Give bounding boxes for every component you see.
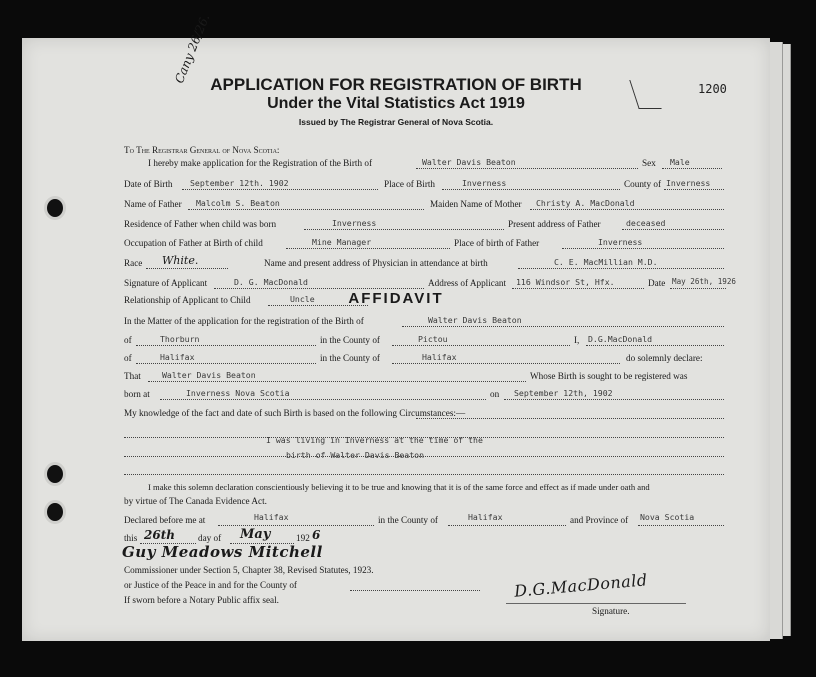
of1-value: Thorburn [160, 334, 200, 344]
year-prefix: 192 [296, 533, 310, 543]
father-birth-value: Inverness [598, 237, 643, 247]
father-label: Name of Father [124, 199, 182, 209]
sex-label: Sex [642, 158, 656, 168]
i-value: D.G.MacDonald [588, 334, 653, 344]
rule [670, 288, 726, 289]
rule [638, 525, 724, 526]
county-label: County of [624, 179, 662, 189]
dob-label: Date of Birth [124, 179, 173, 189]
in-county-value: Halifax [468, 512, 503, 522]
born-value: Inverness Nova Scotia [186, 388, 290, 398]
county1-label: in the County of [320, 335, 380, 345]
knowledge-text: My knowledge of the fact and date of such Birth is based on the following Circumstances:— [124, 408, 466, 418]
form-subtitle: Under the Vital Statistics Act 1919 [267, 95, 525, 112]
father-value: Malcolm S. Beaton [196, 198, 280, 208]
rule [350, 590, 480, 591]
month-value: May [240, 527, 271, 542]
physician-label: Name and present address of Physician in attendance at birth [264, 258, 488, 268]
rule [392, 345, 570, 346]
residence-value: Inverness [332, 218, 377, 228]
rule [442, 189, 620, 190]
county2-label: in the County of [320, 353, 380, 363]
i-label: I, [574, 335, 580, 345]
rule [136, 363, 316, 364]
issued-by: Issued by The Registrar General of Nova Scotia. [298, 117, 494, 127]
pob-label: Place of Birth [384, 179, 436, 189]
rule [506, 603, 686, 604]
rule [662, 168, 722, 169]
in-county-label: in the County of [378, 515, 438, 525]
rule [518, 268, 724, 269]
commissioner-signature: Guy Meadows Mitchell [122, 543, 323, 561]
circumstance-line-1: I was living in Inverness at the time of the [266, 435, 483, 445]
matter-label: In the Matter of the application for the registration of the Birth of [124, 316, 364, 326]
applicant-signature: D.G.MacDonald [513, 570, 649, 601]
rule [392, 363, 620, 364]
rule [304, 229, 504, 230]
form-title: APPLICATION FOR REGISTRATION OF BIRTH [210, 75, 582, 94]
father-birth-label: Place of birth of Father [454, 238, 540, 248]
occupation-label: Occupation of Father at Birth of child [124, 238, 263, 248]
province-label: and Province of [570, 515, 629, 525]
declare-text: do solemnly declare: [626, 353, 703, 363]
rule [622, 229, 724, 230]
day-value: 26th [144, 528, 175, 542]
residence-label: Residence of Father when child was born [124, 219, 277, 229]
mother-value: Christy A. MacDonald [536, 198, 635, 208]
rule [160, 399, 486, 400]
signature-value: D. G. MacDonald [234, 277, 308, 287]
intro-label: I hereby make application for the Registration of the Birth of [148, 158, 373, 168]
day-of-label: day of [198, 533, 222, 543]
rule [504, 399, 724, 400]
binder-hole [44, 462, 66, 486]
signature-label: Signature of Applicant [124, 278, 208, 288]
sex-value: Male [670, 157, 690, 167]
county1-value: Pictou [418, 334, 448, 344]
address-value: 116 Windsor St, Hfx. [516, 277, 615, 287]
rule [416, 168, 638, 169]
rule [416, 418, 724, 419]
rule [136, 345, 316, 346]
on-value: September 12th, 1902 [514, 388, 613, 398]
declared-value: Halifax [254, 512, 289, 522]
binder-hole [44, 196, 66, 220]
declared-label: Declared before me at [124, 515, 206, 525]
justice-label: or Justice of the Peace in and for the County of [124, 580, 297, 590]
rule [286, 248, 450, 249]
matter-name: Walter Davis Beaton [428, 315, 522, 325]
dob-value: September 12th. 1902 [190, 178, 289, 188]
rule [562, 248, 724, 249]
declaration-text-2: by virtue of The Canada Evidence Act. [124, 496, 267, 506]
that-label: That [124, 371, 141, 381]
rule [586, 345, 724, 346]
mother-label: Maiden Name of Mother [430, 199, 522, 209]
born-label: born at [124, 389, 150, 399]
child-name: Walter Davis Beaton [422, 157, 516, 167]
rule [664, 189, 724, 190]
province-value: Nova Scotia [640, 512, 695, 522]
rule [512, 288, 644, 289]
relationship-value: Uncle [290, 294, 315, 304]
of2-value: Halifax [160, 352, 195, 362]
of2-label: of [124, 353, 132, 363]
of1-label: of [124, 335, 132, 345]
relationship-label: Relationship of Applicant to Child [124, 295, 251, 305]
date-label: Date [648, 278, 666, 288]
rule [146, 268, 228, 269]
year-suffix: 6 [312, 528, 321, 542]
county2-value: Halifax [422, 352, 457, 362]
rule [530, 209, 724, 210]
pob-value: Inverness [462, 178, 507, 188]
that-value: Walter Davis Beaton [162, 370, 256, 380]
county-value: Inverness [666, 178, 711, 188]
rule [402, 326, 724, 327]
form-number: 1200 [698, 82, 727, 96]
declaration-text: I make this solemn declaration conscientiously believing it to be true and knowing that it is of the same force and effect as if made under oath and [148, 482, 650, 492]
present-label: Present address of Father [508, 219, 601, 229]
rule [448, 525, 566, 526]
birth-registration-form [22, 12, 770, 641]
occupation-value: Mine Manager [312, 237, 372, 247]
address-label: Address of Applicant [428, 278, 507, 288]
salutation: To The Registrar General of Nova Scotia: [124, 145, 280, 155]
circumstance-line-2: birth of Walter Davis Beaton [286, 450, 425, 460]
binder-hole [44, 500, 66, 524]
whose-birth-text: Whose Birth is sought to be registered was [530, 371, 688, 381]
commissioner-label: Commissioner under Section 5, Chapter 38, Revised Statutes, 1923. [124, 565, 374, 575]
this-label: this [124, 533, 138, 543]
rule [214, 288, 424, 289]
rule [148, 381, 526, 382]
notary-label: If sworn before a Notary Public affix seal. [124, 595, 279, 605]
present-value: deceased [626, 218, 666, 228]
signature-caption: Signature. [592, 606, 630, 616]
on-label: on [490, 389, 500, 399]
rule [124, 474, 724, 475]
race-label: Race [124, 258, 143, 268]
date-value: May 26th, 1926 [672, 277, 737, 286]
rule [218, 525, 374, 526]
physician-value: C. E. MacMillian M.D. [554, 257, 658, 267]
rule [188, 209, 424, 210]
margin-note: Cany 26/26. [172, 12, 213, 86]
affidavit-heading: AFFIDAVIT [348, 290, 444, 307]
race-value: White. [162, 254, 199, 267]
rule [182, 189, 378, 190]
